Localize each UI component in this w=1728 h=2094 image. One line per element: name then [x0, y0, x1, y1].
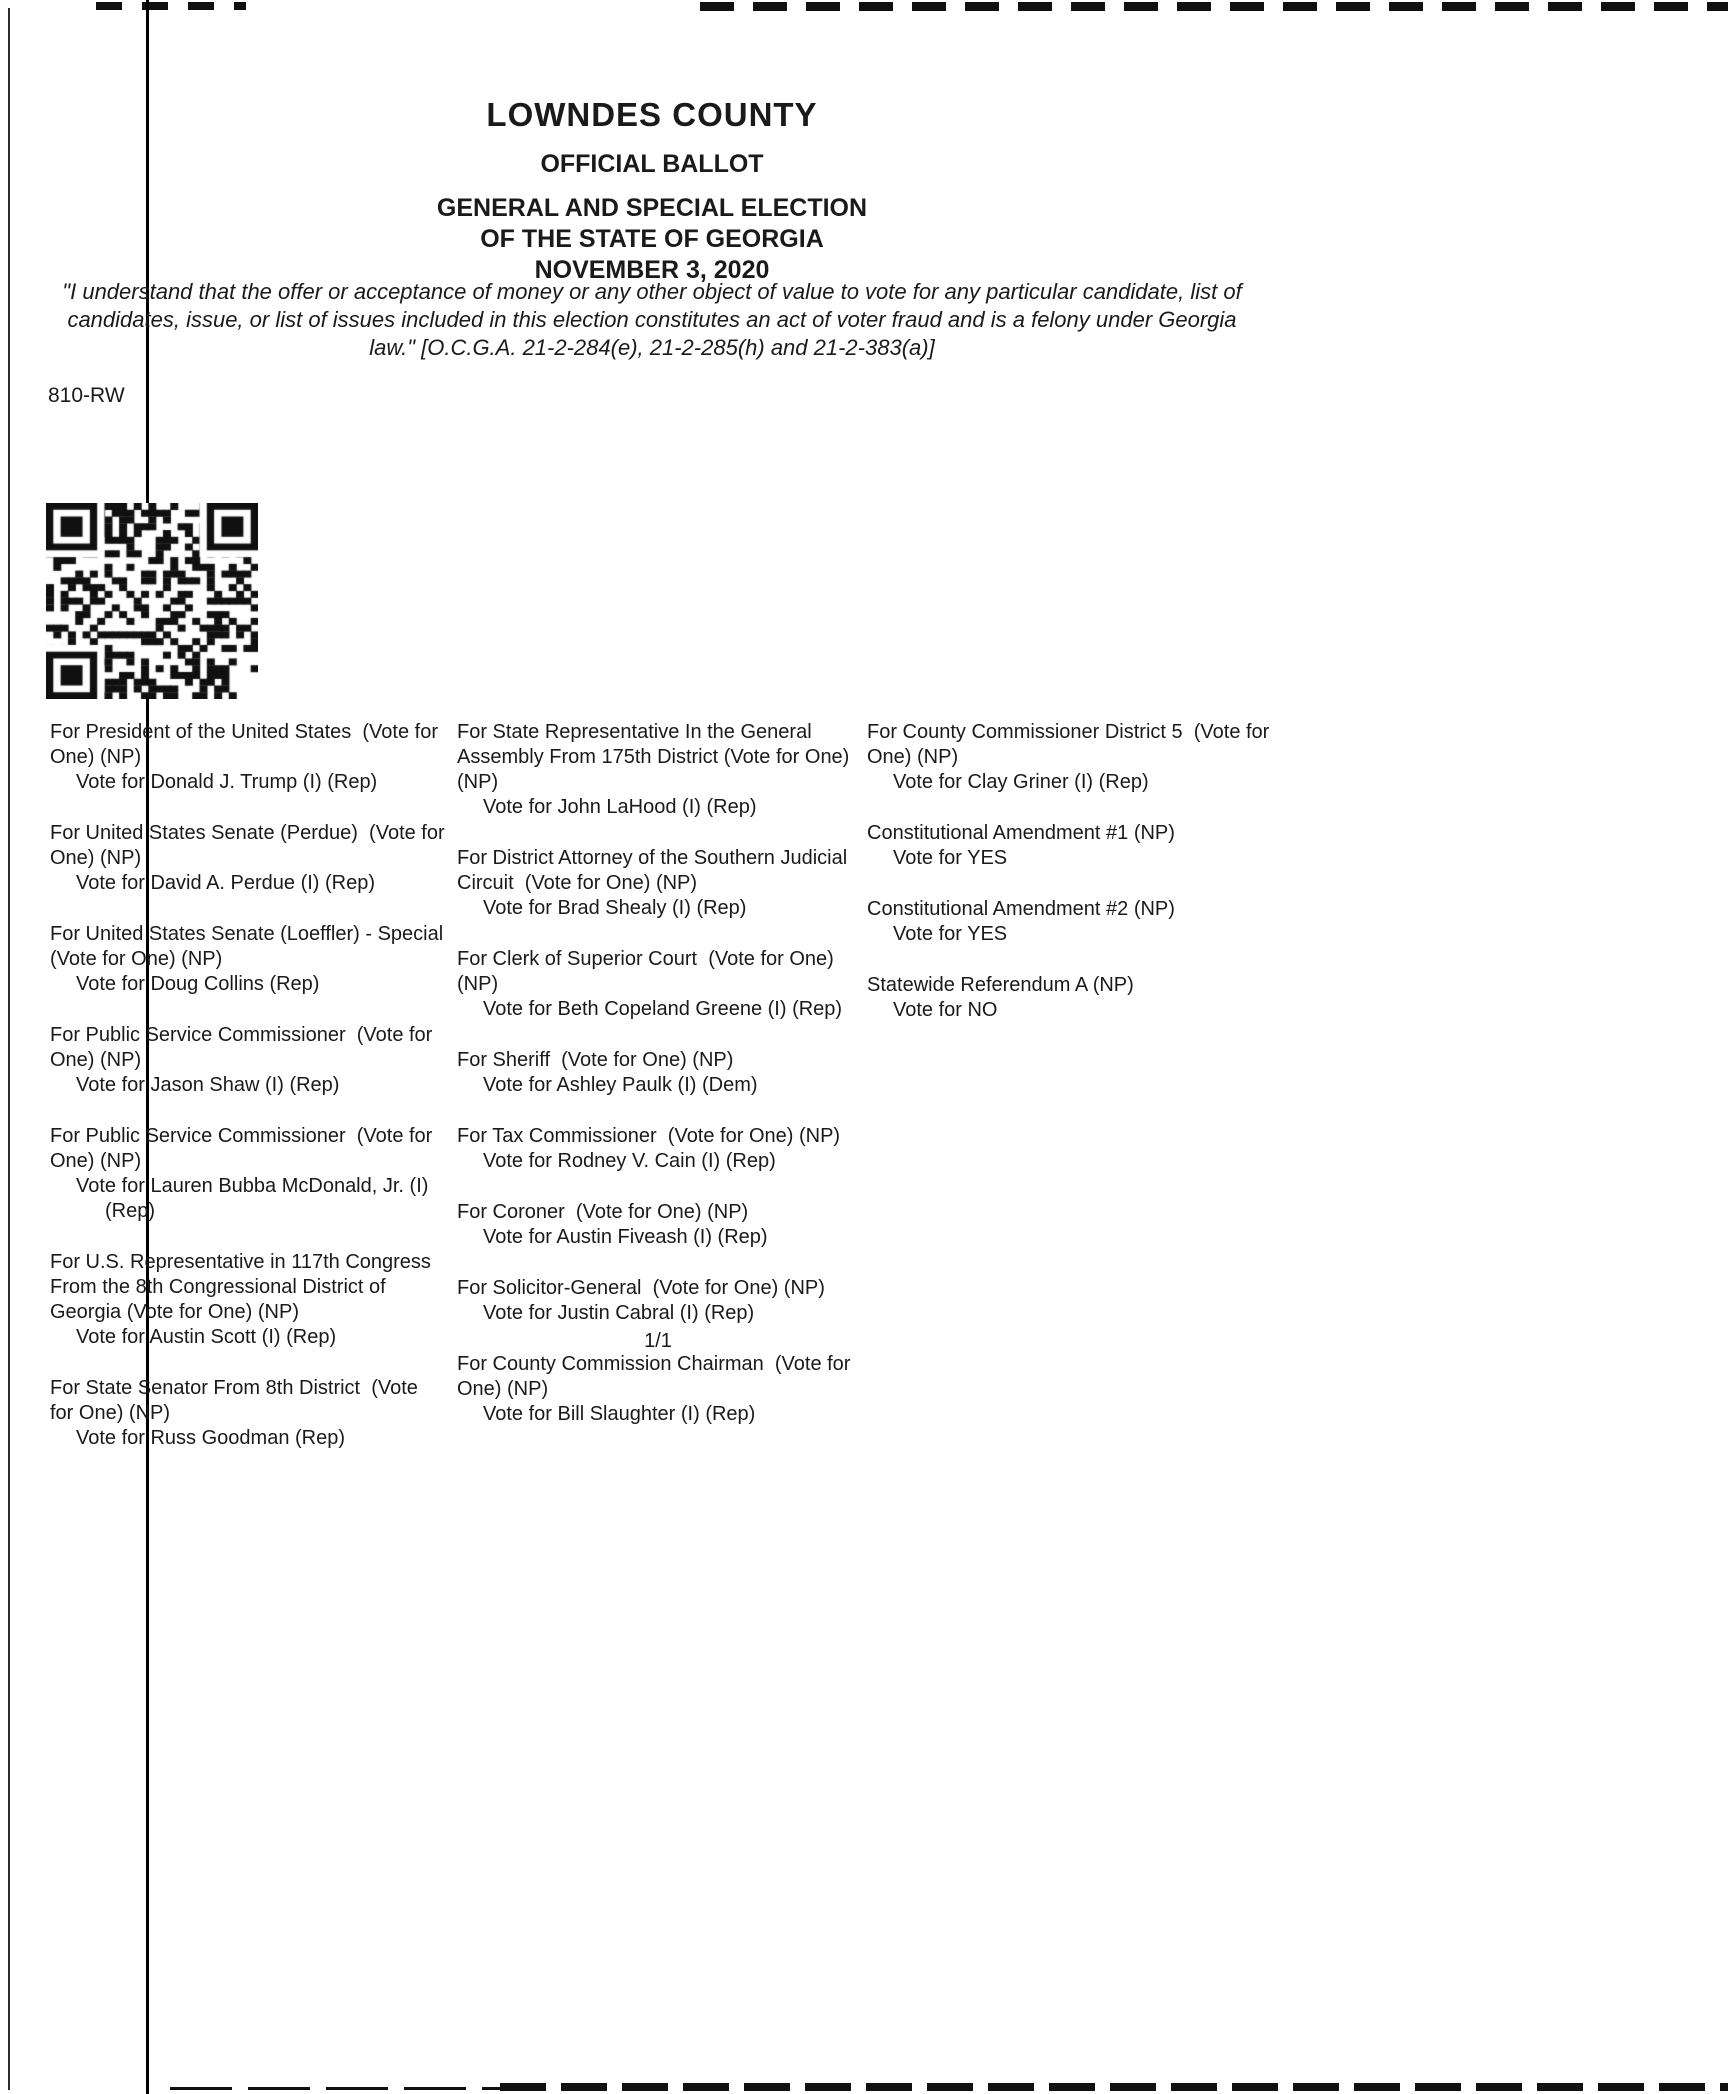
contest-vote: Vote for Clay Griner (I) (Rep): [893, 771, 1149, 793]
contest-title: For President of the United States (Vote for One) (NP): [50, 721, 444, 768]
contest-vote: Vote for Brad Shealy (I) (Rep): [483, 897, 747, 919]
timing-marks-bottom-right: [500, 2083, 1728, 2091]
precinct-code: 810-RW: [48, 384, 125, 407]
contest-block: [50, 1376, 446, 1451]
contest-title: For Public Service Commissioner (Vote for One) (NP): [50, 1125, 438, 1172]
contest-vote: Vote for Rodney V. Cain (I) (Rep): [483, 1150, 776, 1172]
contest-vote: Vote for Beth Copeland Greene (I) (Rep): [483, 998, 843, 1020]
contest-title: For Tax Commissioner (Vote for One) (NP): [457, 1125, 841, 1147]
contest-title: For County Commission Chairman (Vote for One) (NP): [457, 1353, 857, 1400]
contest-vote: Vote for Bill Slaughter (I) (Rep): [483, 1403, 756, 1425]
contest-block: [457, 846, 857, 921]
contest-title: For Sheriff (Vote for One) (NP): [457, 1049, 734, 1071]
contest-title: For United States Senate (Loeffler) - Special (Vote for One) (NP): [50, 923, 455, 970]
election-title-line1: GENERAL AND SPECIAL ELECTION: [436, 194, 868, 222]
contest-title: For U.S. Representative in 117th Congress From the 8th Congressional District of Georgia (Vote for One) (NP): [50, 1251, 437, 1323]
contest-title: For State Representative In the General Assembly From 175th District (Vote for One) (NP): [457, 721, 855, 793]
contest-vote: Vote for Austin Fiveash (I) (Rep): [483, 1226, 768, 1248]
contest-block: [457, 1200, 857, 1250]
contest-block: [457, 720, 857, 820]
election-title-line2: OF THE STATE OF GEORGIA: [480, 225, 824, 253]
contest-block: [50, 1124, 446, 1224]
contest-block: [50, 821, 451, 896]
timing-marks-bottom-left: [170, 2087, 500, 2090]
contest-vote: Vote for Russ Goodman (Rep): [76, 1427, 346, 1449]
ballot-type: OFFICIAL BALLOT: [540, 150, 764, 178]
contest-vote: Vote for Doug Collins (Rep): [76, 973, 320, 995]
contest-title: For State Senator From 8th District (Vote for One) (NP): [50, 1377, 424, 1424]
contest-block: [457, 1048, 857, 1098]
scan-line-left-edge: [8, 8, 10, 2090]
contest-vote: Vote for David A. Perdue (I) (Rep): [76, 872, 376, 894]
timing-marks-top-left: [96, 2, 246, 10]
contest-vote: Vote for NO: [893, 999, 998, 1021]
county-title: LOWNDES COUNTY: [486, 96, 818, 133]
contest-title: Constitutional Amendment #2 (NP): [867, 898, 1175, 920]
voter-fraud-disclaimer: "I understand that the offer or acceptance of money or any other object of value to vote for any particular candidate, list of candidates, issue, or list of issues included in this election constitutes an act of voter fraud and is a felony under Georgia law." [O.C.G.A. 21-2-284(e), 21-2-285(h) and 21-2-383(a)]: [62, 279, 1242, 360]
contest-block: [50, 922, 455, 997]
contest-vote: Vote for Donald J. Trump (I) (Rep): [76, 771, 378, 793]
contest-vote: Vote for Ashley Paulk (I) (Dem): [483, 1074, 758, 1096]
contest-block: [50, 720, 446, 795]
contest-title: For County Commissioner District 5 (Vote for One) (NP): [867, 721, 1275, 768]
contest-block: [457, 947, 857, 1022]
contest-block: [867, 720, 1277, 795]
contest-vote: Vote for Lauren Bubba McDonald, Jr. (I) (Rep): [76, 1175, 429, 1222]
contest-title: For Coroner (Vote for One) (NP): [457, 1201, 749, 1223]
contest-title: For Clerk of Superior Court (Vote for One) (NP): [457, 948, 840, 995]
contest-title: For Public Service Commissioner (Vote for One) (NP): [50, 1024, 438, 1071]
contest-vote: Vote for John LaHood (I) (Rep): [483, 796, 757, 818]
contest-block: [50, 1023, 446, 1098]
qr-code: [46, 503, 258, 699]
contest-block: [457, 1352, 857, 1427]
contest-title: For District Attorney of the Southern Judicial Circuit (Vote for One) (NP): [457, 847, 853, 894]
contest-column-3: [867, 720, 1277, 1049]
contest-block: [867, 897, 1277, 947]
contest-vote: Vote for Austin Scott (I) (Rep): [76, 1326, 337, 1348]
contest-column-1: [50, 720, 455, 1477]
page-number: 1/1: [644, 1330, 672, 1352]
contest-title: For Solicitor-General (Vote for One) (NP): [457, 1277, 825, 1299]
contest-title: Statewide Referendum A (NP): [867, 974, 1134, 996]
election-title-line3: NOVEMBER 3, 2020: [534, 256, 770, 284]
contest-block: [867, 821, 1277, 871]
contest-title: Constitutional Amendment #1 (NP): [867, 822, 1175, 844]
contest-title: For United States Senate (Perdue) (Vote for One) (NP): [50, 822, 451, 869]
contest-vote: Vote for Justin Cabral (I) (Rep): [483, 1302, 755, 1324]
contest-vote: Vote for Jason Shaw (I) (Rep): [76, 1074, 340, 1096]
contest-vote: Vote for YES: [893, 847, 1008, 869]
contest-columns: [50, 720, 1277, 1477]
ballot-header: [0, 96, 1304, 286]
contest-vote: Vote for YES: [893, 923, 1008, 945]
contest-block: [867, 973, 1277, 1023]
contest-block: [457, 1276, 857, 1326]
contest-block: [457, 1124, 857, 1174]
timing-marks-top-right: [700, 2, 1728, 11]
